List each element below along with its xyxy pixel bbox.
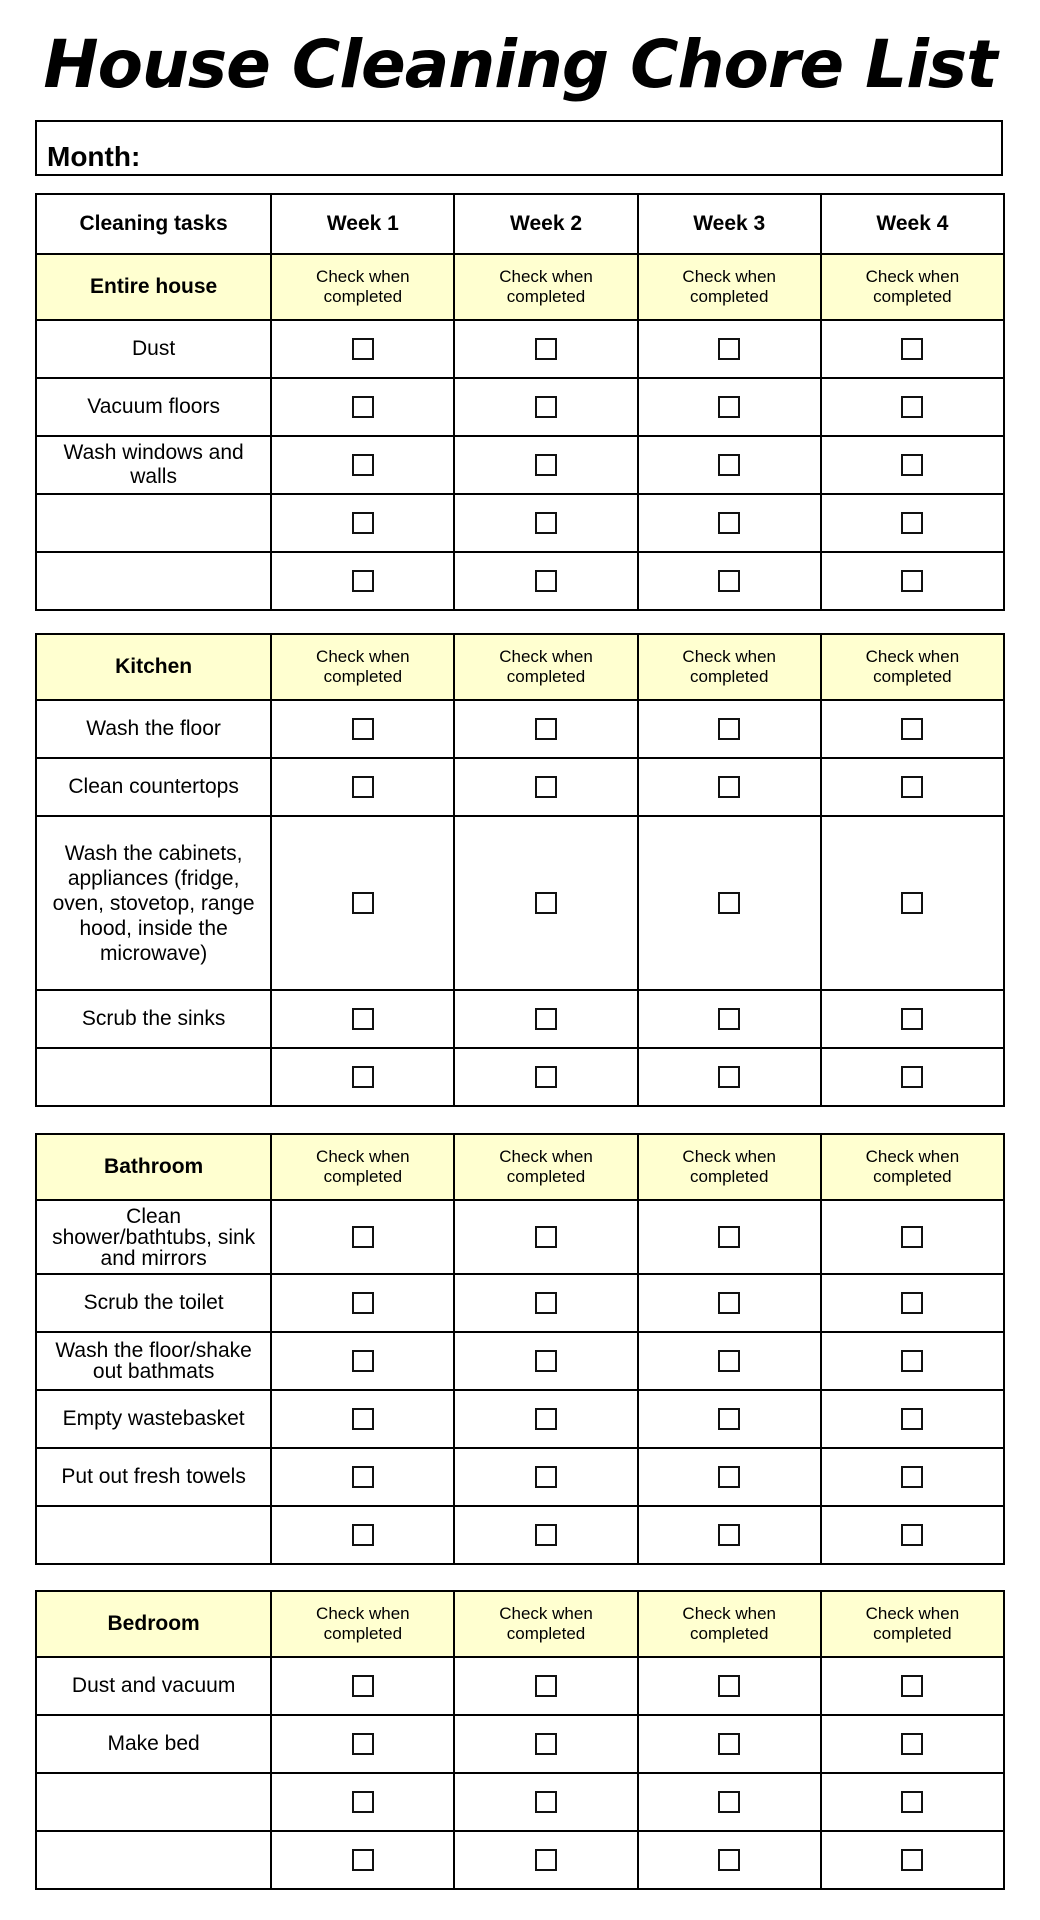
checkbox[interactable] [718, 1408, 740, 1430]
checkbox[interactable] [352, 1350, 374, 1372]
checkbox[interactable] [535, 1408, 557, 1430]
checkbox[interactable] [352, 1226, 374, 1248]
checkbox[interactable] [901, 892, 923, 914]
task-label: Wash the floor [36, 700, 271, 758]
section-name: Bedroom [36, 1591, 271, 1657]
checkbox[interactable] [901, 338, 923, 360]
checkbox[interactable] [352, 1524, 374, 1546]
task-label: Wash the floor/shake out bathmats [36, 1332, 271, 1390]
week-1-header: Week 1 [271, 194, 454, 254]
check-when-completed: Check when completed [271, 634, 454, 700]
check-when-completed: Check when completed [638, 634, 821, 700]
check-when-completed: Check when completed [271, 1591, 454, 1657]
section-name: Bathroom [36, 1134, 271, 1200]
checkbox[interactable] [901, 776, 923, 798]
checkbox[interactable] [901, 570, 923, 592]
checkbox[interactable] [535, 1733, 557, 1755]
checkbox[interactable] [535, 1466, 557, 1488]
checkbox[interactable] [535, 396, 557, 418]
checkbox[interactable] [718, 338, 740, 360]
check-when-completed: Check when completed [638, 1591, 821, 1657]
checkbox[interactable] [718, 776, 740, 798]
task-label: Scrub the sinks [36, 990, 271, 1048]
checkbox[interactable] [718, 718, 740, 740]
checkbox[interactable] [535, 1292, 557, 1314]
task-label: Clean countertops [36, 758, 271, 816]
checkbox[interactable] [901, 1066, 923, 1088]
checkbox[interactable] [718, 892, 740, 914]
week-4-header: Week 4 [821, 194, 1004, 254]
checkbox[interactable] [352, 396, 374, 418]
table-entire-house [35, 193, 1005, 611]
check-when-completed: Check when completed [454, 254, 637, 320]
checkbox[interactable] [535, 1791, 557, 1813]
checkbox[interactable] [352, 1733, 374, 1755]
checkbox[interactable] [901, 1008, 923, 1030]
task-label: Dust [36, 320, 271, 378]
checkbox[interactable] [352, 1849, 374, 1871]
check-when-completed: Check when completed [821, 1134, 1004, 1200]
checkbox[interactable] [535, 718, 557, 740]
checkbox[interactable] [718, 1791, 740, 1813]
check-when-completed: Check when completed [271, 254, 454, 320]
check-when-completed: Check when completed [821, 254, 1004, 320]
checkbox[interactable] [901, 1849, 923, 1871]
task-label: Wash windows and walls [36, 436, 271, 494]
checkbox[interactable] [718, 1849, 740, 1871]
checkbox[interactable] [535, 570, 557, 592]
check-when-completed: Check when completed [454, 634, 637, 700]
checkbox[interactable] [901, 454, 923, 476]
checkbox[interactable] [535, 1849, 557, 1871]
checkbox[interactable] [535, 1008, 557, 1030]
checkbox[interactable] [901, 1466, 923, 1488]
checkbox[interactable] [352, 776, 374, 798]
task-label[interactable] [36, 1831, 271, 1889]
checkbox[interactable] [901, 396, 923, 418]
checkbox[interactable] [352, 1675, 374, 1697]
check-when-completed: Check when completed [821, 1591, 1004, 1657]
week-2-header: Week 2 [454, 194, 637, 254]
checkbox[interactable] [718, 512, 740, 534]
checkbox[interactable] [901, 1408, 923, 1430]
checkbox[interactable] [718, 1350, 740, 1372]
month-field[interactable] [35, 120, 1003, 176]
checkbox[interactable] [901, 1733, 923, 1755]
task-label: Clean shower/bathtubs, sink and mirrors [36, 1200, 271, 1274]
checkbox[interactable] [718, 1008, 740, 1030]
checkbox[interactable] [535, 1066, 557, 1088]
checkbox[interactable] [535, 454, 557, 476]
check-when-completed: Check when completed [454, 1591, 637, 1657]
task-label: Wash the cabinets, appliances (fridge, oven, stovetop, range hood, inside the microwave) [36, 816, 271, 990]
checkbox[interactable] [352, 1408, 374, 1430]
checkbox[interactable] [718, 1226, 740, 1248]
checkbox[interactable] [901, 1292, 923, 1314]
checkbox[interactable] [352, 454, 374, 476]
checkbox[interactable] [352, 1066, 374, 1088]
checkbox[interactable] [352, 1466, 374, 1488]
checkbox[interactable] [901, 512, 923, 534]
checkbox[interactable] [718, 1675, 740, 1697]
checkbox[interactable] [718, 1466, 740, 1488]
checkbox[interactable] [718, 1292, 740, 1314]
checkbox[interactable] [352, 1292, 374, 1314]
checkbox[interactable] [535, 1524, 557, 1546]
checkbox[interactable] [901, 1350, 923, 1372]
checkbox[interactable] [535, 1675, 557, 1697]
check-when-completed: Check when completed [638, 1134, 821, 1200]
task-label: Make bed [36, 1715, 271, 1773]
checkbox[interactable] [901, 1226, 923, 1248]
page-title: House Cleaning Chore List [43, 26, 997, 103]
month-label: Month: [47, 141, 141, 172]
checkbox[interactable] [352, 1791, 374, 1813]
checkbox[interactable] [535, 1226, 557, 1248]
table-kitchen [35, 633, 1005, 1107]
checkbox[interactable] [901, 1524, 923, 1546]
check-when-completed: Check when completed [821, 634, 1004, 700]
checkbox[interactable] [352, 512, 374, 534]
task-label[interactable] [36, 1048, 271, 1106]
section-name: Kitchen [36, 634, 271, 700]
task-label[interactable] [36, 1506, 271, 1564]
task-label: Put out fresh towels [36, 1448, 271, 1506]
checkbox[interactable] [718, 570, 740, 592]
checkbox[interactable] [535, 1350, 557, 1372]
checkbox[interactable] [352, 338, 374, 360]
week-3-header: Week 3 [638, 194, 821, 254]
checkbox[interactable] [535, 512, 557, 534]
checkbox[interactable] [535, 338, 557, 360]
checkbox[interactable] [901, 1791, 923, 1813]
checkbox[interactable] [535, 776, 557, 798]
task-label: Vacuum floors [36, 378, 271, 436]
checkbox[interactable] [718, 396, 740, 418]
checkbox[interactable] [718, 1733, 740, 1755]
cleaning-tasks-header: Cleaning tasks [36, 194, 271, 254]
check-when-completed: Check when completed [638, 254, 821, 320]
check-when-completed: Check when completed [454, 1134, 637, 1200]
task-label: Scrub the toilet [36, 1274, 271, 1332]
checkbox[interactable] [535, 892, 557, 914]
table-bathroom [35, 1133, 1005, 1565]
section-name: Entire house [36, 254, 271, 320]
checkbox[interactable] [718, 1524, 740, 1546]
checkbox[interactable] [901, 718, 923, 740]
task-label[interactable] [36, 552, 271, 610]
task-label: Dust and vacuum [36, 1657, 271, 1715]
checkbox[interactable] [352, 570, 374, 592]
checkbox[interactable] [901, 1675, 923, 1697]
check-when-completed: Check when completed [271, 1134, 454, 1200]
task-label[interactable] [36, 494, 271, 552]
table-bedroom [35, 1590, 1005, 1890]
checkbox[interactable] [352, 718, 374, 740]
checkbox[interactable] [718, 454, 740, 476]
checkbox[interactable] [352, 892, 374, 914]
checkbox[interactable] [352, 1008, 374, 1030]
task-label[interactable] [36, 1773, 271, 1831]
checkbox[interactable] [718, 1066, 740, 1088]
task-label: Empty wastebasket [36, 1390, 271, 1448]
